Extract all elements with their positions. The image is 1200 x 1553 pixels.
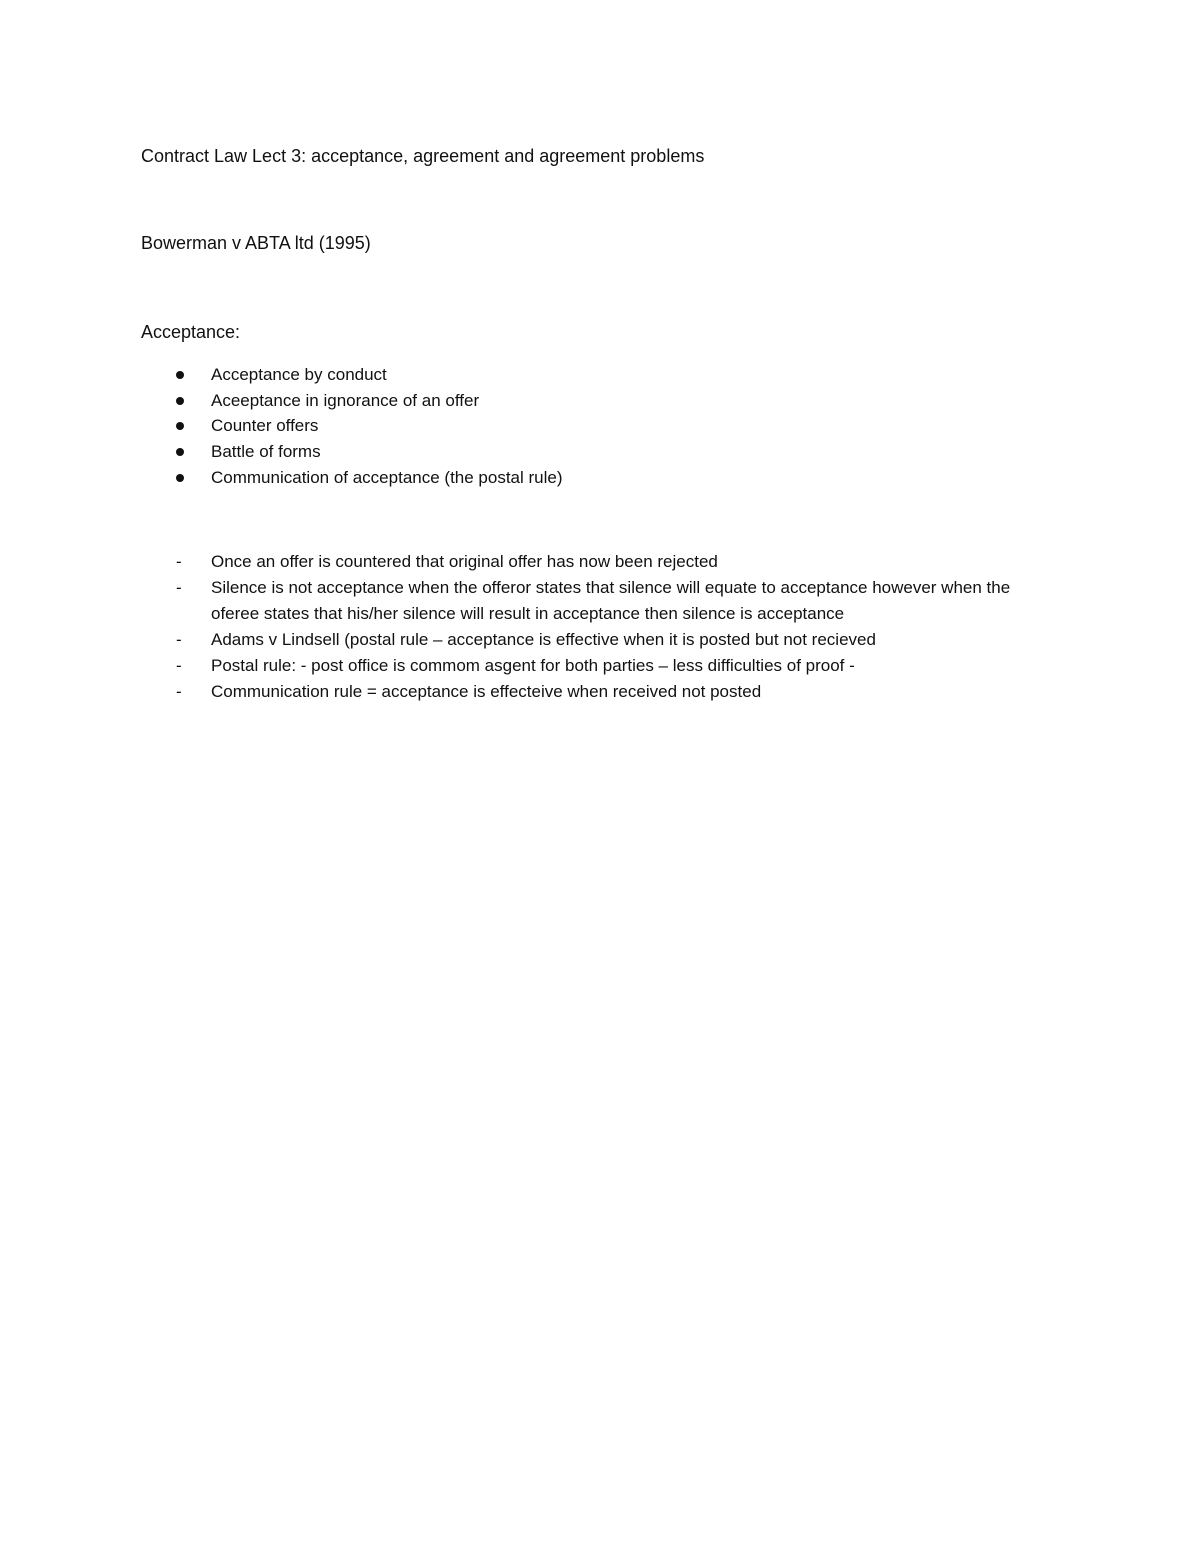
bullet-dot-icon (176, 422, 184, 430)
bullet-dot-icon (176, 397, 184, 405)
document-title: Contract Law Lect 3: acceptance, agreement and agreement problems (141, 146, 705, 166)
dash-item (0, 679, 1041, 705)
bullet-item-text: Counter offers (211, 416, 319, 436)
dash-item-text: Adams v Lindsell (postal rule – acceptance is effective when it is posted but not recieved (211, 630, 876, 649)
notes-dash-list (0, 549, 1200, 705)
dash-item-text: Once an offer is countered that original offer has now been rejected (211, 552, 718, 571)
dash-item (0, 549, 1041, 575)
dash-item (0, 627, 1041, 653)
bullet-dot-icon (176, 448, 184, 456)
dash-marker: - (176, 578, 182, 597)
case-reference: Bowerman v ABTA ltd (1995) (141, 233, 371, 253)
dash-item-text: Communication rule = acceptance is effecteive when received not posted (211, 682, 762, 701)
bullet-dot-icon (176, 474, 184, 482)
dash-marker: - (176, 552, 182, 571)
bullet-item-text: Battle of forms (211, 442, 321, 462)
dash-marker: - (176, 656, 182, 675)
dash-item-text: Silence is not acceptance when the offeror states that silence will equate to acceptance however when the oferee states that his/her silence will result in acceptance then silence is acceptance (211, 578, 1011, 623)
bullet-item-text: Communication of acceptance (the postal rule) (211, 467, 563, 487)
dash-marker: - (176, 682, 182, 701)
bullet-item-text: Aceeptance in ignorance of an offer (211, 390, 480, 410)
section-heading: Acceptance: (141, 322, 241, 342)
bullet-item-text: Acceptance by conduct (211, 365, 387, 384)
dash-marker: - (176, 630, 182, 649)
bullet-dot-icon (176, 371, 184, 379)
dash-item (0, 575, 1041, 627)
dash-item (0, 653, 1041, 679)
dash-item-text: Postal rule: - post office is commom asgent for both parties – less difficulties of proof - (211, 656, 855, 675)
